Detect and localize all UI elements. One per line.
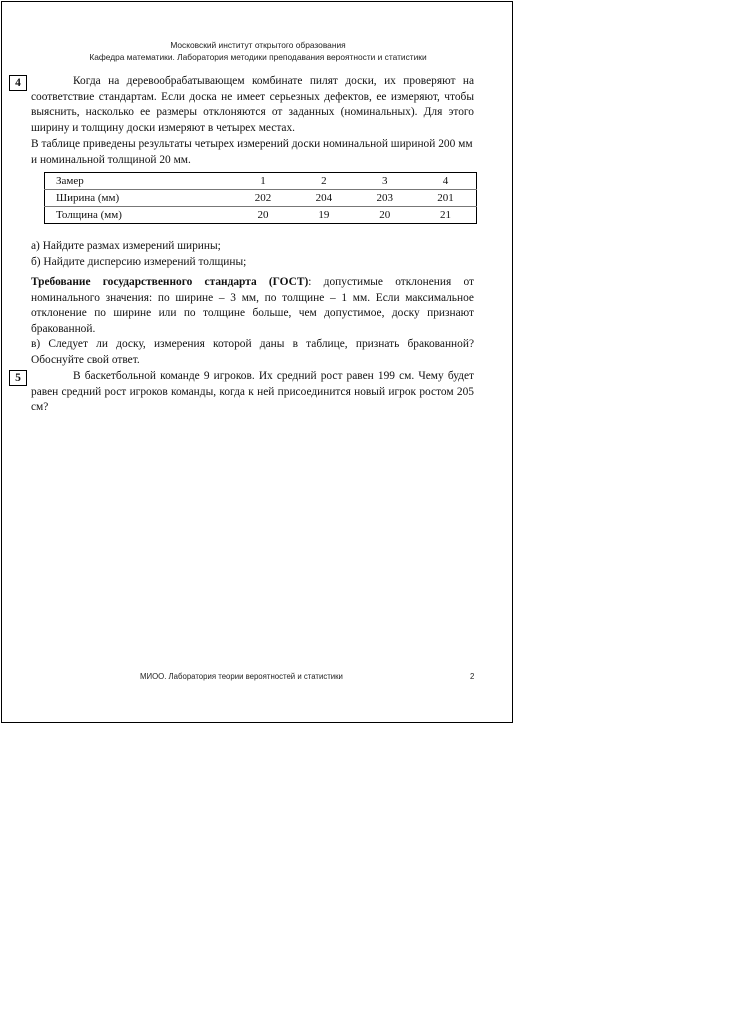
table-header-cell: 2 xyxy=(321,174,327,187)
document-page xyxy=(1,1,513,723)
task-4-paragraph-2-wrap xyxy=(31,137,474,168)
gost-paragraph xyxy=(31,275,474,337)
table-cell: 204 xyxy=(293,190,354,207)
page-number: 2 xyxy=(470,672,475,681)
table-cell: 203 xyxy=(354,190,415,207)
question-c: в) Следует ли доску, измерения которой даны в таблице, признать бракованной? Обоснуйте свой ответ. xyxy=(31,338,474,366)
task-4-number: 4 xyxy=(9,75,27,91)
header-institute: Московский институт открытого образования xyxy=(170,40,346,50)
table-cell: Толщина (мм) xyxy=(45,207,233,224)
table-header-cell: 4 xyxy=(442,174,449,187)
table-header-cell: 1 xyxy=(260,174,266,187)
table-cell: 20 xyxy=(233,207,294,224)
question-a: а) Найдите размах измерений ширины; xyxy=(31,240,221,252)
measurements-table xyxy=(44,172,477,224)
task-4-body xyxy=(31,74,474,136)
question-b: б) Найдите дисперсию измерений толщины; xyxy=(31,255,247,268)
table-header-row xyxy=(45,173,477,190)
task-5-number: 5 xyxy=(9,370,27,386)
table-row xyxy=(45,190,477,207)
task-5-body xyxy=(31,369,474,416)
footer-text: МИОО. Лаборатория теории вероятностей и статистики xyxy=(140,672,343,681)
header-department: Кафедра математики. Лаборатория методики преподавания вероятности и статистики xyxy=(89,52,427,62)
task-4-questions xyxy=(31,239,474,270)
table-cell: 202 xyxy=(233,190,294,207)
table-cell: 20 xyxy=(354,207,415,224)
gost-title: Требование государственного стандарта (ГОСТ) xyxy=(31,276,309,288)
gost-requirement xyxy=(31,275,474,369)
table-cell: Ширина (мм) xyxy=(45,190,233,207)
table-header-cell: 3 xyxy=(381,174,388,187)
table-cell: 201 xyxy=(415,190,476,207)
table-row xyxy=(45,207,477,224)
table-cell: 21 xyxy=(415,207,476,224)
gost-text: : допустимые отклонения от номинального значения: по ширине – 3 мм, по толщине – 1 мм. Если максимальное отклонение по ширине или по толщине больше, чем допустимое, доску признают бракованной. xyxy=(31,276,474,335)
table-header-cell: Замер xyxy=(56,174,84,187)
task-4-paragraph-1: Когда на деревообрабатывающем комбинате пилят доски, их проверяют на соответствие стандартам. Если доска не имеет серьезных дефектов, ее измеряют, чтобы выяснить, насколько ее размеры отклоняются от заданных (номинальных). Для этого ширину и толщину доски измеряют в четырех местах. xyxy=(31,75,474,134)
table-cell: 19 xyxy=(293,207,354,224)
task-4-paragraph-2: В таблице приведены результаты четырех измерений доски номинальной шириной 200 мм и номинальной толщиной 20 мм. xyxy=(31,138,473,166)
task-5-text: В баскетбольной команде 9 игроков. Их средний рост равен 199 см. Чему будет равен средний рост игроков команды, когда к ней присоединится новый игрок ростом 205 см? xyxy=(31,370,474,414)
